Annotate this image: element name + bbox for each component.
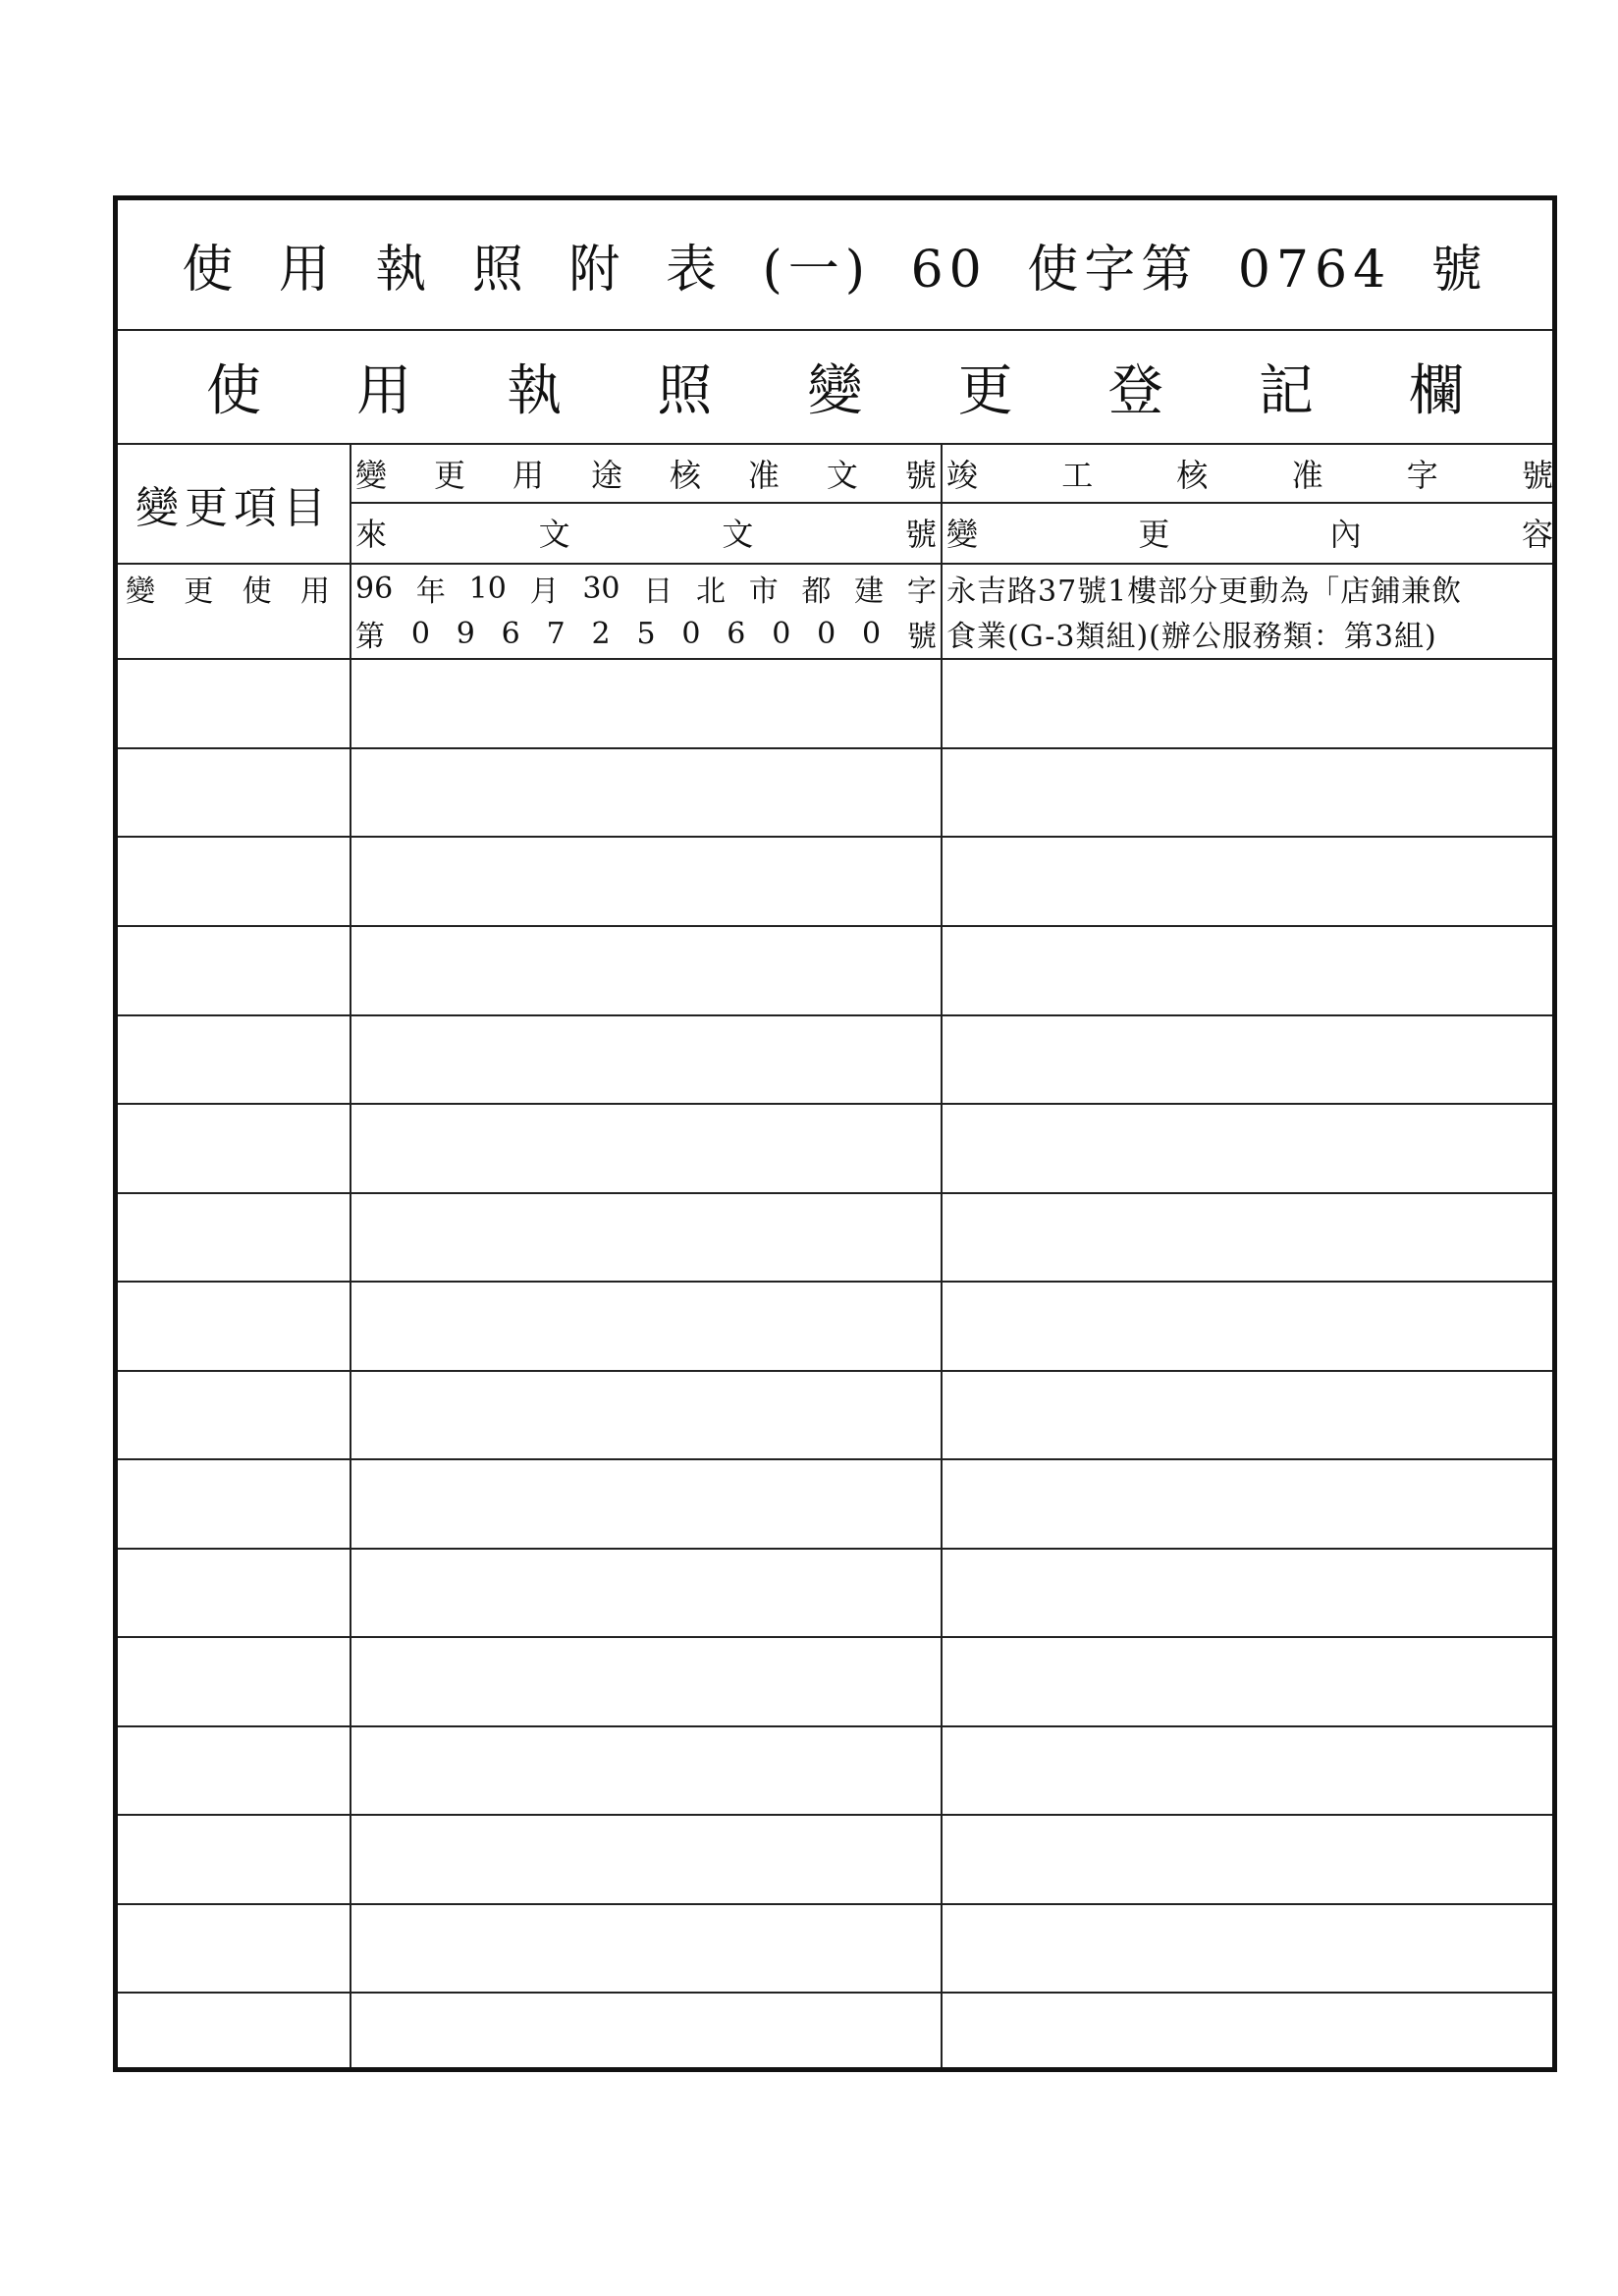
section-title-char: 照 — [657, 359, 713, 423]
form-frame — [113, 195, 1557, 2072]
row-char: 10 — [468, 571, 507, 606]
section-title-char: 欄 — [1409, 359, 1464, 423]
section-title-char: 使 — [206, 359, 261, 423]
row-char: 30 — [582, 571, 620, 606]
row-approval-line-2 — [351, 611, 941, 656]
header-completion-approval-no — [943, 445, 1557, 502]
row-char: 0 — [772, 616, 791, 651]
section-title — [206, 331, 1464, 443]
row-char: 字 — [906, 574, 937, 609]
header-char: 字 — [1406, 457, 1438, 494]
row-char: 0 — [410, 616, 430, 651]
header-char: 核 — [1176, 457, 1209, 494]
row-char: 6 — [501, 616, 520, 651]
header-char: 工 — [1061, 457, 1094, 494]
header-char: 來 — [355, 516, 388, 553]
row-char: 年 — [415, 574, 446, 609]
row-char: 7 — [546, 616, 566, 651]
row-char: 更 — [184, 574, 214, 609]
row-divider — [118, 1103, 1552, 1105]
row-divider — [118, 1725, 1552, 1727]
row-char: 號 — [906, 620, 937, 654]
row-char: 變 — [126, 574, 155, 609]
row-divider — [118, 836, 1552, 838]
row-char: 96 — [355, 571, 394, 606]
row-divider — [118, 658, 1552, 660]
header-char: 准 — [1291, 457, 1323, 494]
header-char: 文 — [722, 516, 754, 553]
section-title-char: 記 — [1258, 359, 1314, 423]
row-char: 9 — [456, 616, 475, 651]
row-divider — [118, 1548, 1552, 1550]
row-content-line-2: 食業(G-3類組)(辦公服務類：第3組) — [946, 620, 1437, 654]
header-char: 核 — [669, 457, 701, 494]
row-char: 5 — [636, 616, 656, 651]
header-char: 容 — [1521, 516, 1553, 553]
row-char: 建 — [854, 574, 885, 609]
document-title: 使 用 執 照 附 表 (一) 60 使字第 0764 號 — [182, 241, 1488, 300]
section-title-char: 登 — [1107, 359, 1163, 423]
header-char: 竣 — [946, 457, 979, 494]
row-char: 都 — [801, 574, 832, 609]
section-title-char: 用 — [356, 359, 412, 423]
column-divider — [350, 443, 351, 2067]
header-change-content — [943, 504, 1557, 561]
header-char: 變 — [355, 457, 388, 494]
header-char: 准 — [747, 457, 780, 494]
row-divider — [118, 1370, 1552, 1372]
row-divider — [118, 925, 1552, 927]
header-char: 文 — [538, 516, 570, 553]
section-title-char: 變 — [807, 359, 863, 423]
header-char: 號 — [904, 457, 937, 494]
row-char: 第 — [355, 620, 385, 654]
row-char: 2 — [591, 616, 611, 651]
row-change-item — [118, 566, 350, 611]
header-char: 變 — [946, 516, 979, 553]
row-char: 0 — [862, 616, 882, 651]
header-usage-approval-no — [351, 445, 941, 502]
row-char: 月 — [529, 574, 560, 609]
row-divider — [118, 1192, 1552, 1194]
row-divider — [118, 1636, 1552, 1638]
row-divider — [118, 747, 1552, 749]
row-divider — [118, 1458, 1552, 1460]
header-char: 途 — [590, 457, 622, 494]
row-divider — [118, 1992, 1552, 1994]
row-content-line-1: 永吉路37號1樓部分更動為「店鋪兼飲 — [946, 574, 1463, 609]
row-char: 0 — [681, 616, 701, 651]
row-char: 北 — [695, 574, 726, 609]
row-char: 用 — [299, 574, 330, 609]
header-char: 內 — [1329, 516, 1362, 553]
header-char: 更 — [1138, 516, 1170, 553]
header-char: 文 — [826, 457, 858, 494]
header-incoming-doc-no — [351, 504, 941, 561]
row-approval-line-1 — [351, 566, 941, 611]
header-char: 號 — [904, 516, 937, 553]
row-divider — [118, 1014, 1552, 1016]
header-change-item: 變更項目 — [135, 483, 332, 533]
row-divider — [118, 1281, 1552, 1283]
row-char: 使 — [242, 574, 272, 609]
header-char: 用 — [512, 457, 544, 494]
row-divider — [118, 1814, 1552, 1816]
section-title-char: 執 — [507, 359, 563, 423]
header-char: 更 — [433, 457, 465, 494]
row-char: 日 — [643, 574, 674, 609]
column-divider — [941, 443, 943, 2067]
section-title-char: 更 — [957, 359, 1013, 423]
header-char: 號 — [1521, 457, 1553, 494]
divider — [118, 563, 1552, 565]
row-divider — [118, 1903, 1552, 1905]
row-char: 0 — [817, 616, 836, 651]
row-char: 6 — [727, 616, 746, 651]
row-char: 市 — [748, 574, 779, 609]
divider — [350, 502, 1552, 504]
